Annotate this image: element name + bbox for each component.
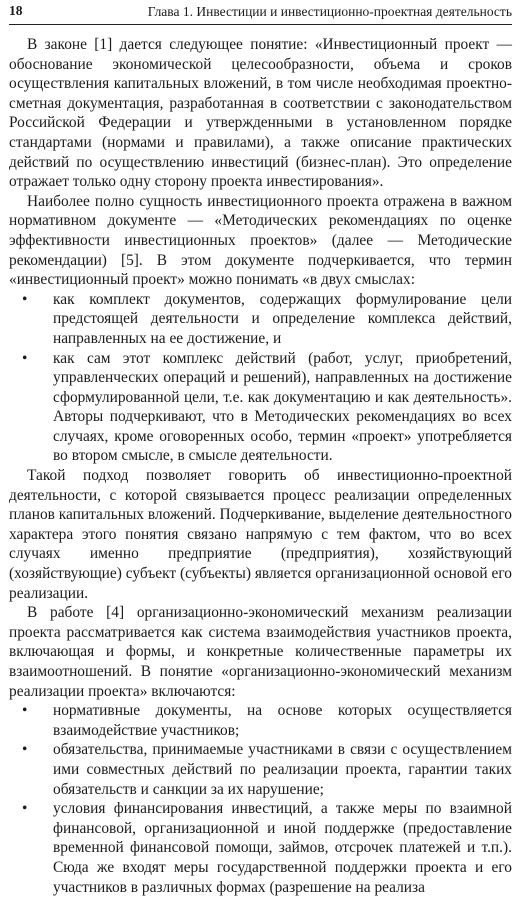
mechanism-list — [9, 701, 512, 897]
list-item: • обязательства, принимаемые участниками в связи с осуществлением ими совместных действий по реализации проекта, гарантии таких обязательств и санкции за их нарушение; — [9, 740, 512, 799]
running-title: Глава 1. Инвестиции и инвестиционно-проектная деятельность — [147, 4, 512, 19]
list-item: • как комплект документов, содержащих формулирование цели предстоящей деятельности и определение комплекса действий, направленных на ее достижение, и — [9, 290, 512, 349]
page-header — [9, 0, 512, 25]
definition-list — [9, 290, 512, 466]
list-item: • нормативные документы, на основе которых осуществляется взаимодействие участников; — [9, 701, 512, 740]
list-item: • условия финансирования инвестиций, а также меры по взаимной финансовой, организационной и иной поддержке (предоставление временной финансовой помощи, займов, отсрочек платежей и т.п.). Сюда же входят меры государственной поддержки проекта и его участников в различных формах (разрешение на реализа — [9, 799, 512, 897]
paragraph-1: В законе [1] дается следующее понятие: «Инвестиционный проект — обоснование экономической целесообразности, объема и сроков осуществления капитальных вложений, в том числе необходимая проектно-сметная документация, разработанная в соответствии с законодательством Российской Федерации и утвержденными в установленном порядке стандартами (нормами и правилами), а также описание практических действий по осуществлению инвестиций (бизнес-план). Это определение отражает только одну сторону проекта инвестирования». — [9, 36, 512, 191]
paragraph-3: Такой подход позволяет говорить об инвестиционно-проектной деятельности, с которой связывается процесс реализации определенных планов капитальных вложений. Подчеркивание, выделение деятельностного характера этого понятия связано напрямую с тем фактом, что во всех случаях именно предприятие (предприятия), хозяйствующий (хозяйствующие) субъект (субъекты) является организационной основой его реализации. — [9, 467, 512, 602]
page-body — [9, 35, 512, 897]
paragraph-4: В работе [4] организационно-экономический механизм реализации проекта рассматривается как система взаимодействия участников проекта, включающая и формы, и конкретные количественные параметры их взаимоотношений. В понятие «организационно-экономический механизм реализации проекта» включаются: — [9, 604, 512, 700]
page-number: 18 — [9, 3, 23, 18]
paragraph-2: Наиболее полно сущность инвестиционного проекта отражена в важном нормативном документе — «Методических рекомендациях по оценке эффективности инвестиционных проектов» (далее — Методические рекомендации) [5]. В этом документе подчеркивается, что термин «инвестиционный проект» можно понимать «в двух смыслах: — [9, 192, 512, 289]
list-item: • как сам этот комплекс действий (работ, услуг, приобретений, управленческих операций и решений), направленных на достижение сформулированной цели, т.е. как документацию и как деятельность». Авторы подчеркивают, что в Методических рекомендациях во всех случаях, кроме оговоренных особо, термин «проект» употребляется во втором смысле, в смысле деятельности. — [9, 349, 512, 467]
